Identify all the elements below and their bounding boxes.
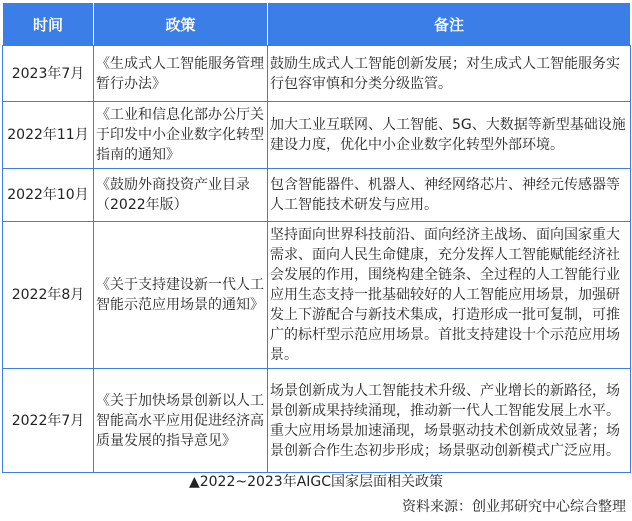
header-note: 备注 — [268, 3, 631, 46]
note-cell: 场景创新成为人工智能技术升级、产业增长的新路径，场景创新成果持续涌现，推动新一代人工智能发展上水平。重大应用场景加速涌现，场景驱动技术创新成效显著；场景创新合作生态初步形成；场景驱动创新模式广泛应用。 — [268, 369, 631, 473]
header-policy: 政策 — [94, 3, 268, 46]
policy-cell: 《关于加快场景创新以人工智能高水平应用促进经济高质量发展的指导意见》 — [94, 369, 268, 473]
note-cell: 坚持面向世界科技前沿、面向经济主战场、面向国家重大需求、面向人民生命健康，充分发挥人工智能赋能经济社会发展的作用，围绕构建全链条、全过程的人工智能行业应用生态支持一批基础较好的人工智能应用场景，加强研发上下游配合与新技术集成，打造形成一批可复制，可推广的标杆型示范应用场景。首批支持建设十个示范应用场景。 — [268, 222, 631, 369]
date-cell: 2022年7月 — [3, 369, 94, 473]
header-time: 时间 — [3, 3, 94, 46]
date-cell: 2022年8月 — [3, 222, 94, 369]
source-note: 资料来源：创业邦研究中心综合整理 — [402, 499, 626, 515]
policy-cell: 《工业和信息化部办公厅关于印发中小企业数字化转型指南的通知》 — [94, 102, 268, 169]
policy-cell: 《关于支持建设新一代人工智能示范应用场景的通知》 — [94, 222, 268, 369]
table-row — [3, 369, 631, 473]
date-cell: 2022年11月 — [3, 102, 94, 169]
table-row — [3, 46, 631, 102]
note-cell: 鼓励生成式人工智能创新发展；对生成式人工智能服务实行包容审慎和分类分级监管。 — [268, 46, 631, 102]
date-cell: 2022年10月 — [3, 169, 94, 222]
table-header-row — [3, 3, 631, 46]
table-row — [3, 222, 631, 369]
table-caption: ▲2022~2023年AIGC国家层面相关政策 — [188, 474, 444, 490]
policy-cell: 《鼓励外商投资产业目录（2022年版） — [94, 169, 268, 222]
policy-cell: 《生成式人工智能服务管理暂行办法》 — [94, 46, 268, 102]
note-cell: 加大工业互联网、人工智能、5G、大数据等新型基础设施建设力度，优化中小企业数字化转型外部环境。 — [268, 102, 631, 169]
policy-table — [2, 2, 631, 473]
table-row — [3, 102, 631, 169]
date-cell: 2023年7月 — [3, 46, 94, 102]
note-cell: 包含智能器件、机器人、神经网络芯片、神经元传感器等人工智能技术研发与应用。 — [268, 169, 631, 222]
table-row — [3, 169, 631, 222]
